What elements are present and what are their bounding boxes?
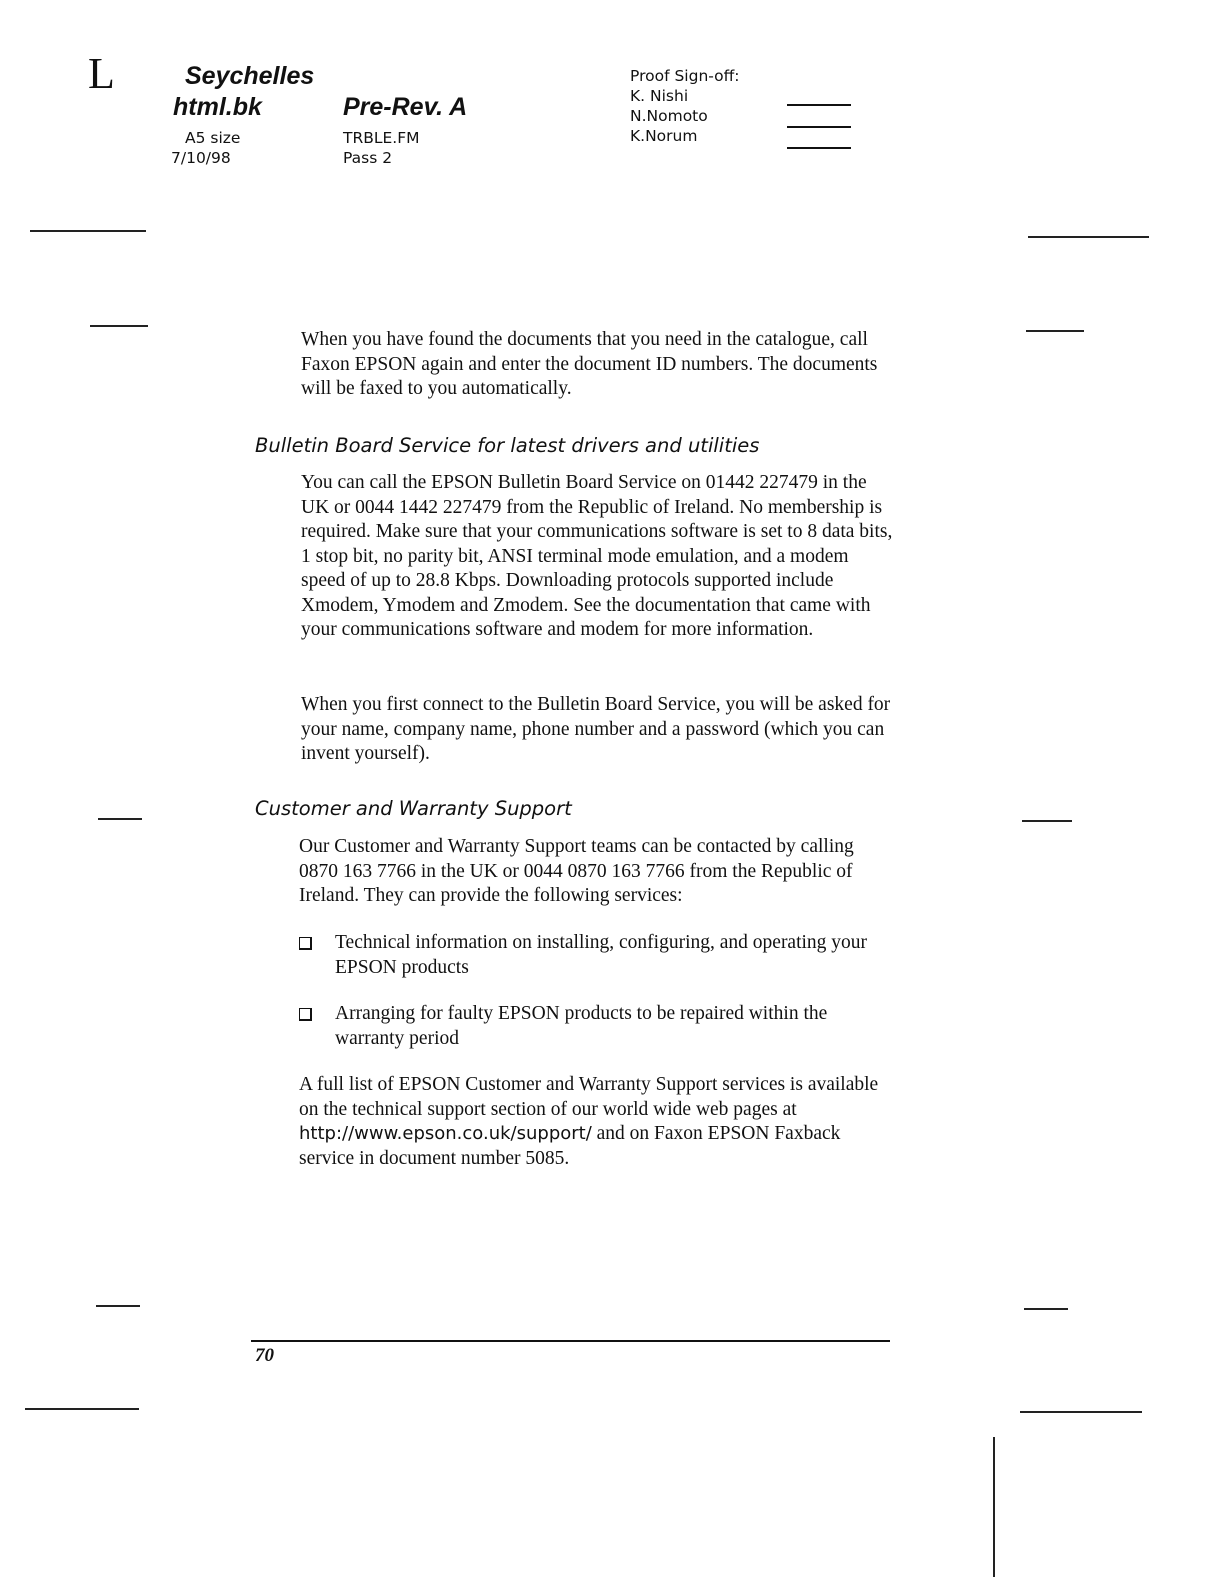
size-label: A5 size xyxy=(185,129,241,147)
list-item-text: Arranging for faulty EPSON products to be repaired within the warranty period xyxy=(335,1003,828,1049)
corner-mark-letter: L xyxy=(88,49,115,98)
crop-mark xyxy=(98,818,142,820)
signoff-label: Proof Sign-off: xyxy=(630,67,740,85)
page-number: 70 xyxy=(255,1345,274,1366)
crop-mark xyxy=(30,230,146,232)
signoff-name: N.Nomoto xyxy=(630,107,708,125)
support-paragraph: Our Customer and Warranty Support teams can be contacted by calling 0870 163 7766 in the UK or 0044 0870 163 7766 from the Republic of Ireland. They can provide the following services: xyxy=(299,836,854,906)
crop-mark xyxy=(90,325,148,327)
intro-paragraph: When you have found the documents that you need in the catalogue, call Faxon EPSON again and enter the document ID numbers. The documents will be faxed to you automatically. xyxy=(301,329,878,399)
signoff-line xyxy=(787,126,851,128)
crop-mark xyxy=(1026,330,1084,332)
signoff-name: K. Nishi xyxy=(630,87,689,105)
crop-mark xyxy=(1022,820,1072,822)
checkbox-bullet-icon xyxy=(299,937,312,950)
crop-mark xyxy=(1024,1308,1068,1310)
pass-label: Pass 2 xyxy=(343,149,393,167)
date-label: 7/10/98 xyxy=(171,149,231,167)
bbs-heading: Bulletin Board Service for latest drivers and utilities xyxy=(255,434,760,457)
checkbox-bullet-icon xyxy=(299,1008,312,1021)
signoff-line xyxy=(787,147,851,149)
closing-text: and on Faxon EPSON Faxback service in document number 5085. xyxy=(299,1123,841,1169)
crop-mark xyxy=(1020,1411,1142,1413)
book-file: html.bk xyxy=(173,93,262,121)
signoff-name: K.Norum xyxy=(630,127,698,145)
file-name-label: TRBLE.FM xyxy=(343,129,420,147)
list-item-text: Technical information on installing, configuring, and operating your EPSON products xyxy=(335,932,868,978)
bbs-paragraph: You can call the EPSON Bulletin Board Service on 01442 227479 in the UK or 0044 1442 227479 from the Republic of Ireland. No membership is required. Make sure that your communications software is set to 8 data bits, 1 stop bit, no parity bit, ANSI terminal mode emulation, and a modem speed of up to 28.8 Kbps. Downloading protocols supported include Xmodem, Ymodem and Zmodem. See the documentation that came with your communications software and modem for more information. xyxy=(301,472,893,640)
book-title: Seychelles xyxy=(185,62,315,90)
closing-text: A full list of EPSON Customer and Warranty Support services is available on the technical support section of our world wide web pages at xyxy=(299,1074,879,1120)
revision-label: Pre-Rev. A xyxy=(343,93,468,121)
closing-paragraph xyxy=(299,1073,895,1171)
support-heading: Customer and Warranty Support xyxy=(255,797,572,820)
support-url-link[interactable]: http://www.epson.co.uk/support/ xyxy=(299,1123,592,1144)
crop-mark xyxy=(25,1408,139,1410)
crop-mark-vertical xyxy=(993,1437,995,1577)
crop-mark xyxy=(1028,236,1149,238)
footer-rule xyxy=(251,1340,890,1342)
signoff-line xyxy=(787,104,851,106)
crop-mark xyxy=(96,1305,140,1307)
bbs-paragraph: When you first connect to the Bulletin Board Service, you will be asked for your name, company name, phone number and a password (which you can invent yourself). xyxy=(301,694,891,764)
